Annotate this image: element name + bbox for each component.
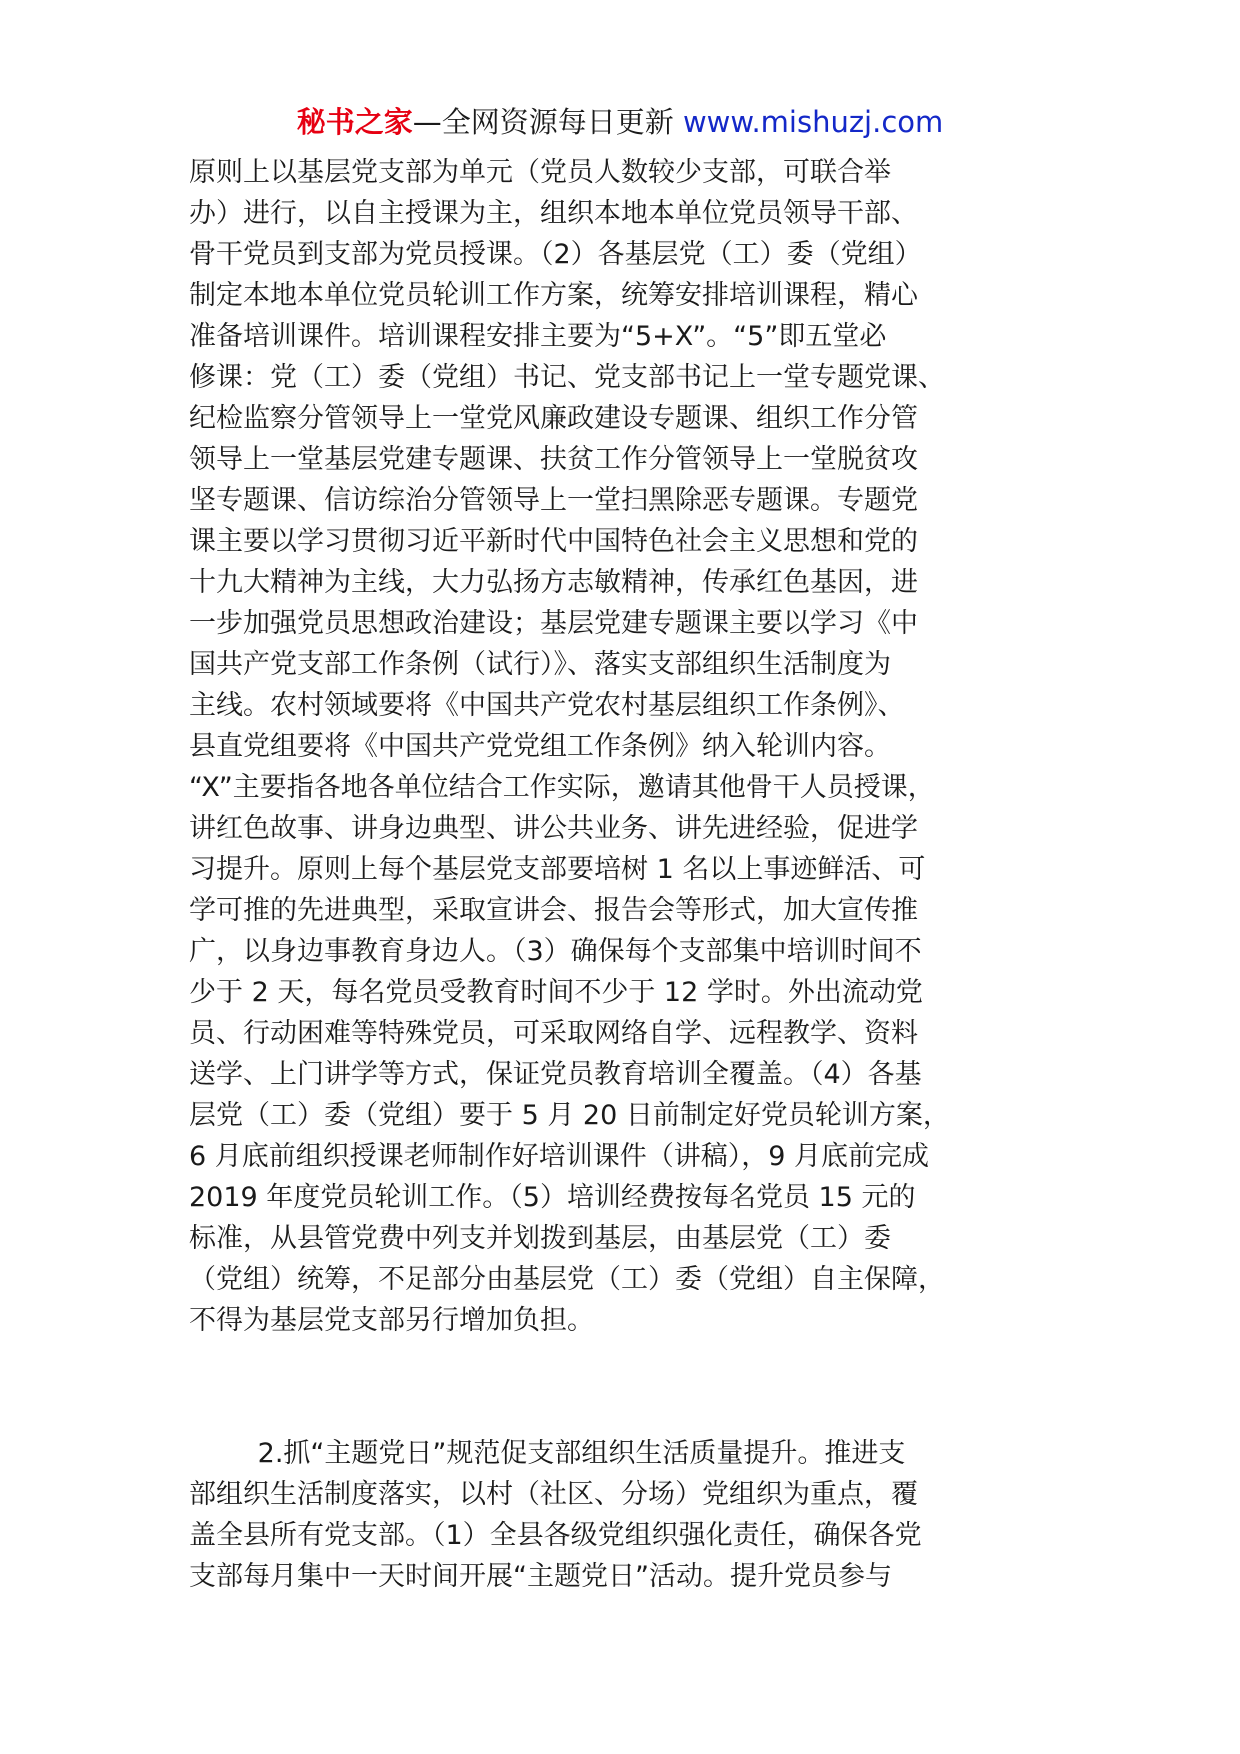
text-line: 国共产党支部工作条例（试行）》、落实支部组织生活制度为 [189,649,891,680]
text-line: 办）进行，以自主授课为主，组织本地本单位党员领导干部、 [189,198,918,229]
text-line: 习提升。原则上每个基层党支部要培树 1 名以上事迹鲜活、可 [189,854,926,885]
body-paragraph-1 [189,152,1089,1341]
text-line: 送学、上门讲学等方式，保证党员教育培训全覆盖。（4）各基 [189,1059,922,1090]
text-line: 标准，从县管党费中列支并划拨到基层，由基层党（工）委 [189,1223,891,1254]
text-line: 纪检监察分管领导上一堂党风廉政建设专题课、组织工作分管 [189,403,918,434]
text-line: （党组）统筹，不足部分由基层党（工）委（党组）自主保障， [189,1264,945,1295]
text-line: 骨干党员到支部为党员授课。（2）各基层党（工）委（党组） [189,239,922,270]
text-line: 主线。农村领域要将《中国共产党农村基层组织工作条例》、 [189,690,905,721]
text-line: 学可推的先进典型，采取宣讲会、报告会等形式，加大宣传推 [189,895,918,926]
text-line: 6 月底前组织授课老师制作好培训课件（讲稿），9 月底前完成 [189,1141,930,1172]
text-line: 2.抓“主题党日”规范促支部组织生活质量提升。推进支 [189,1438,906,1469]
text-line: 员、行动困难等特殊党员，可采取网络自学、远程教学、资料 [189,1018,918,1049]
text-line: 修课：党（工）委（党组）书记、党支部书记上一堂专题党课、 [189,362,945,393]
text-line: 准备培训课件。培训课程安排主要为“5+X”。“5”即五堂必 [189,321,887,352]
text-line: 十九大精神为主线，大力弘扬方志敏精神，传承红色基因，进 [189,567,918,598]
text-line: 一步加强党员思想政治建设；基层党建专题课主要以学习《中 [189,608,918,639]
text-line: 层党（工）委（党组）要于 5 月 20 日前制定好党员轮训方案， [189,1100,950,1131]
text-line: 课主要以学习贯彻习近平新时代中国特色社会主义思想和党的 [189,526,918,557]
text-line: 支部每月集中一天时间开展“主题党日”活动。提升党员参与 [189,1561,892,1592]
text-line: 讲红色故事、讲身边典型、讲公共业务、讲先进经验，促进学 [189,813,918,844]
text-line: “X”主要指各地各单位结合工作实际，邀请其他骨干人员授课， [189,772,935,803]
text-line: 不得为基层党支部另行增加负担。 [189,1305,594,1336]
text-line: 少于 2 天，每名党员受教育时间不少于 12 学时。外出流动党 [189,977,923,1008]
text-line: 坚专题课、信访综治分管领导上一堂扫黑除恶专题课。专题党 [189,485,918,516]
site-header [0,104,1240,140]
text-line: 盖全县所有党支部。（1）全县各级党组织强化责任，确保各党 [189,1520,922,1551]
text-line: 2019 年度党员轮训工作。（5）培训经费按每名党员 15 元的 [189,1182,916,1213]
site-url-link[interactable]: www.mishuzj.com [682,105,944,139]
text-line: 领导上一堂基层党建专题课、扶贫工作分管领导上一堂脱贫攻 [189,444,918,475]
text-line: 县直党组要将《中国共产党党组工作条例》纳入轮训内容。 [189,731,891,762]
text-line: 制定本地本单位党员轮训工作方案，统筹安排培训课程，精心 [189,280,918,311]
text-line: 原则上以基层党支部为单元（党员人数较少支部，可联合举 [189,157,891,188]
brand-name: 秘书之家 [296,105,413,139]
header-tagline: —全网资源每日更新 [412,105,674,139]
text-line: 广，以身边事教育身边人。（3）确保每个支部集中培训时间不 [189,936,922,967]
text-line: 部组织生活制度落实，以村（社区、分场）党组织为重点，覆 [189,1479,918,1510]
body-paragraph-2 [189,1433,1089,1597]
